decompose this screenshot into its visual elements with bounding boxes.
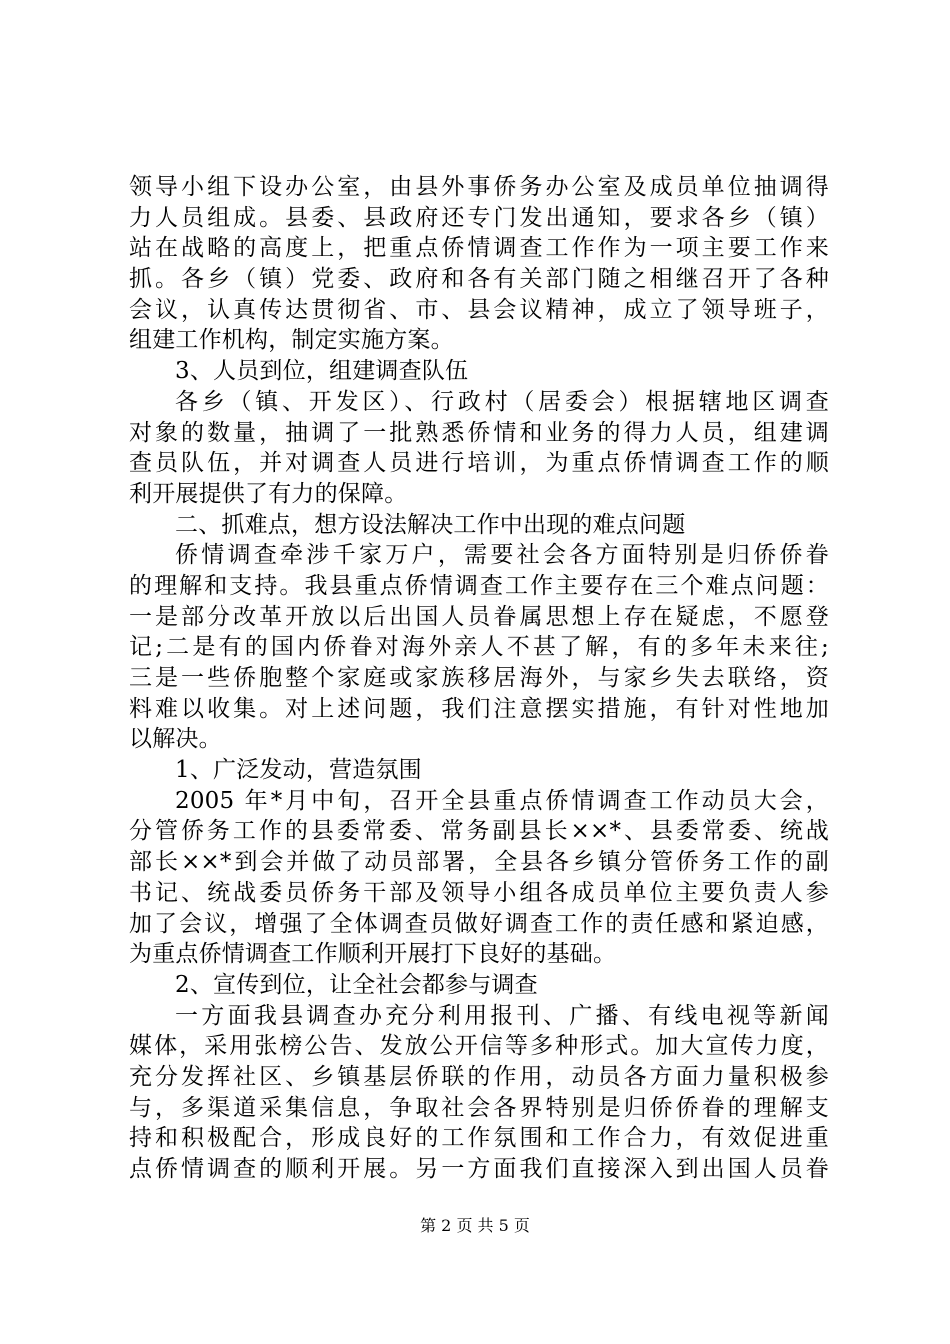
text-line: 以解决。 bbox=[129, 726, 222, 753]
text-line: 站在战略的高度上，把重点侨情调查工作作为一项主要工作来 bbox=[129, 235, 829, 262]
text-line: 查员队伍，并对调查人员进行培训，为重点侨情调查工作的顺 bbox=[129, 450, 829, 477]
document-body bbox=[129, 172, 829, 1185]
text-line: 媒体，采用张榜公告、发放公开信等多种形式。加大宣传力度， bbox=[129, 1033, 829, 1060]
text-line: 组建工作机构，制定实施方案。 bbox=[129, 327, 454, 354]
text-line: 侨情调查牵涉千家万户，需要社会各方面特别是归侨侨眷 bbox=[175, 542, 829, 569]
text-line: 领导小组下设办公室，由县外事侨务办公室及成员单位抽调得 bbox=[129, 174, 829, 200]
text-line: 部长××*到会并做了动员部署，全县各乡镇分管侨务工作的副 bbox=[129, 849, 829, 876]
text-line: 书记、统战委员侨务干部及领导小组各成员单位主要负责人参 bbox=[129, 879, 829, 906]
text-line: 一方面我县调查办充分利用报刊、广播、有线电视等新闻 bbox=[175, 1002, 829, 1029]
text-line: 持和积极配合，形成良好的工作氛围和工作合力，有效促进重 bbox=[129, 1125, 829, 1152]
text-line: 2、宣传到位，让全社会都参与调查 bbox=[175, 971, 538, 998]
text-line: 会议，认真传达贯彻省、市、县会议精神，成立了领导班子， bbox=[129, 296, 829, 323]
text-line: 二、抓难点，想方设法解决工作中出现的难点问题 bbox=[175, 511, 686, 538]
text-line: 抓。各乡（镇）党委、政府和各有关部门随之相继召开了各种 bbox=[129, 266, 829, 293]
page-number-label: 第 2 页 共 5 页 bbox=[420, 1216, 530, 1235]
text-line: 2005 年*月中旬，召开全县重点侨情调查工作动员大会， bbox=[175, 787, 829, 814]
text-line: 充分发挥社区、乡镇基层侨联的作用，动员各方面力量积极参 bbox=[129, 1063, 829, 1090]
page-footer bbox=[0, 1216, 950, 1236]
text-line: 对象的数量，抽调了一批熟悉侨情和业务的得力人员，组建调 bbox=[129, 419, 829, 446]
text-line: 加了会议，增强了全体调查员做好调查工作的责任感和紧迫感， bbox=[129, 910, 829, 937]
text-line: 的理解和支持。我县重点侨情调查工作主要存在三个难点问题： bbox=[129, 572, 829, 599]
text-line: 利开展提供了有力的保障。 bbox=[129, 480, 408, 507]
text-line: 一是部分改革开放以后出国人员眷属思想上存在疑虑，不愿登 bbox=[129, 603, 829, 630]
text-line: 记;二是有的国内侨眷对海外亲人不甚了解，有的多年未来往; bbox=[129, 634, 829, 661]
text-line: 三是一些侨胞整个家庭或家族移居海外，与家乡失去联络，资 bbox=[129, 665, 829, 691]
text-line: 为重点侨情调查工作顺利开展打下良好的基础。 bbox=[129, 941, 617, 968]
text-line: 各乡（镇、开发区）、行政村（居委会）根据辖地区调查 bbox=[175, 388, 829, 415]
text-line: 1、广泛发动，营造氛围 bbox=[175, 757, 422, 784]
text-line: 3、人员到位，组建调查队伍 bbox=[175, 358, 469, 385]
text-line: 与，多渠道采集信息，争取社会各界特别是归侨侨眷的理解支 bbox=[129, 1094, 829, 1121]
text-line: 料难以收集。对上述问题，我们注意摆实措施，有针对性地加 bbox=[129, 695, 829, 722]
text-line: 分管侨务工作的县委常委、常务副县长××*、县委常委、统战 bbox=[129, 818, 829, 845]
text-line: 力人员组成。县委、县政府还专门发出通知，要求各乡（镇） bbox=[129, 204, 829, 231]
text-line: 点侨情调查的顺利开展。另一方面我们直接深入到出国人员眷 bbox=[129, 1156, 829, 1182]
